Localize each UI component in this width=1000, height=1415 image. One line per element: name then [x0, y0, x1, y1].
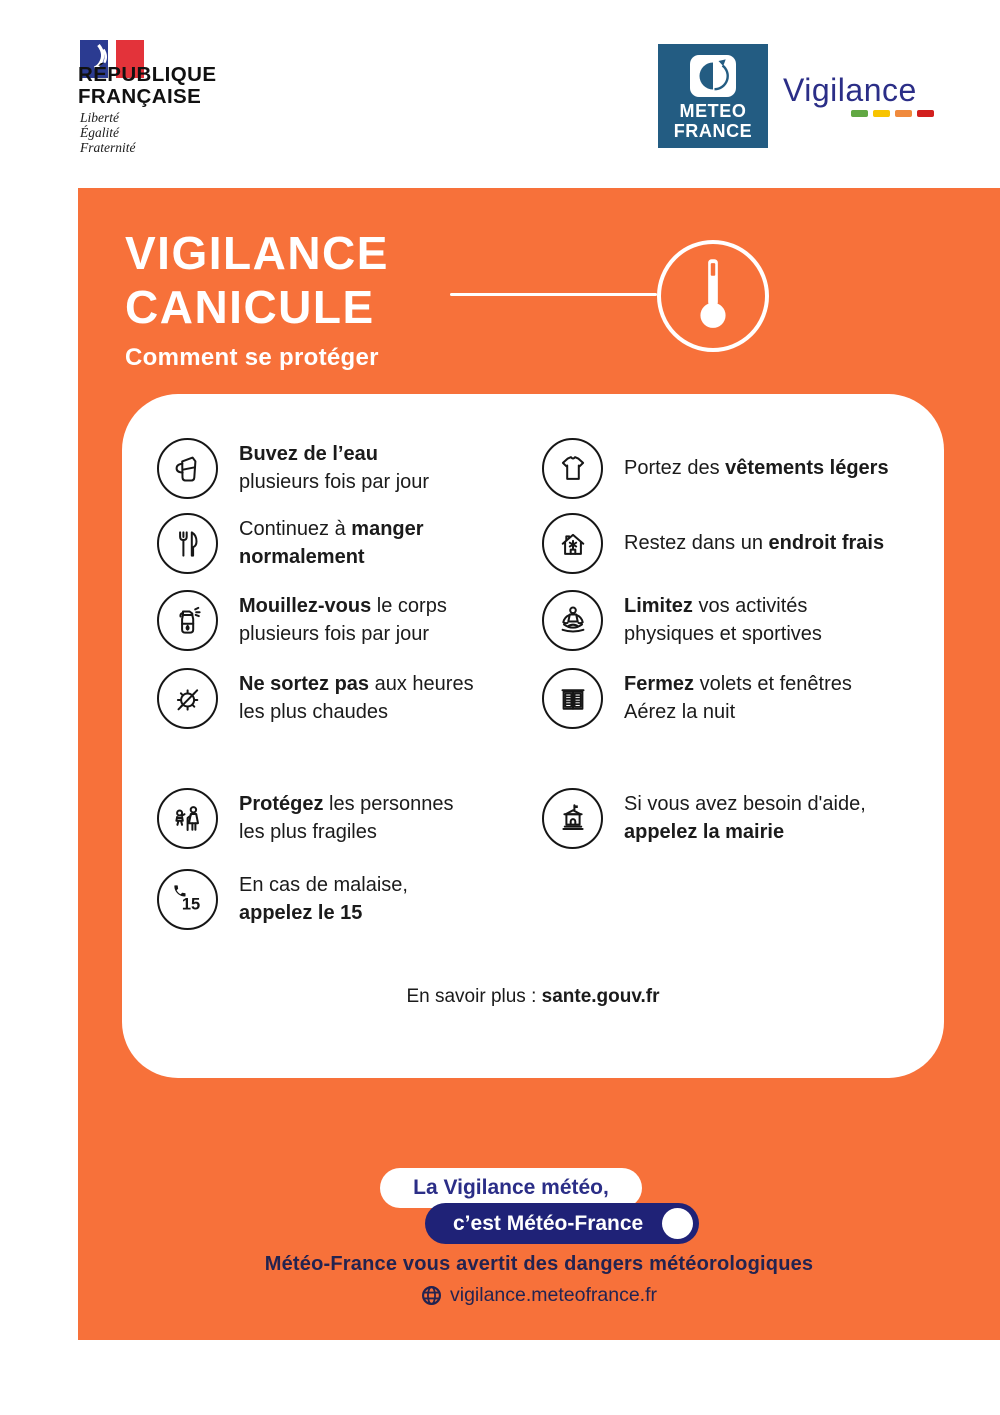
- phone-15-label: 15: [181, 895, 200, 913]
- more-info-prefix: En savoir plus :: [406, 986, 542, 1007]
- tip-text-part: Protégez: [239, 793, 324, 815]
- pitcher-icon: [157, 438, 218, 499]
- tip-text-part: vêtements légers: [725, 456, 889, 479]
- no-sun-icon: [157, 668, 218, 729]
- tip-text: [624, 530, 884, 558]
- more-info-site: sante.gouv.fr: [541, 986, 660, 1007]
- tip-text-part: vos activités: [692, 595, 808, 617]
- tip-text-part: plusieurs fois par jour: [239, 470, 430, 493]
- tip-text-part: volets et fenêtres: [694, 673, 852, 695]
- tip-text: [239, 593, 447, 648]
- tshirt-icon: [542, 438, 603, 499]
- tip-text-part: manger: [351, 518, 424, 540]
- tip-text-part: physiques et sportives: [624, 622, 822, 645]
- meteo-france-badge: [425, 1203, 699, 1244]
- poster-subtitle: Comment se protéger: [125, 344, 379, 371]
- tip-text-part: Buvez de l’eau: [239, 443, 378, 465]
- tip-appelez-mairie: [542, 788, 866, 849]
- tip-buvez-eau: [157, 438, 429, 499]
- tip-text-part: les personnes: [323, 793, 454, 815]
- tip-text-part: Restez dans un: [624, 531, 769, 554]
- tip-fermez-volets: [542, 668, 852, 729]
- tip-text-part: appelez la mairie: [624, 820, 785, 843]
- thermometer-badge: [657, 240, 769, 352]
- spray-icon: [157, 590, 218, 651]
- tip-appelez-15: [157, 869, 408, 930]
- republique-motto: Liberté Égalité Fraternité: [80, 110, 136, 155]
- thermometer-icon: [684, 253, 742, 339]
- badge-dot: [662, 1208, 693, 1239]
- footer-url-text: vigilance.meteofrance.fr: [449, 1284, 658, 1306]
- shutters-icon: [542, 668, 603, 729]
- tip-protegez-fragiles: [157, 788, 454, 849]
- tip-manger: [157, 513, 424, 574]
- tip-text: [239, 516, 424, 571]
- tip-text-part: En cas de malaise,: [239, 874, 408, 896]
- footer-url-row: [78, 1284, 1000, 1307]
- tip-text: [624, 593, 822, 648]
- vigilance-meteo-badge: [380, 1168, 642, 1208]
- tip-text-part: Mouillez-vous: [239, 595, 372, 617]
- tip-text: [239, 441, 429, 496]
- cutlery-icon: [157, 513, 218, 574]
- poster-title: VIGILANCE CANICULE: [125, 227, 389, 333]
- meteo-france-badge-label: c’est Météo-France: [453, 1211, 644, 1235]
- tip-endroit-frais: [542, 513, 884, 574]
- tip-text: [624, 455, 889, 483]
- vigilance-meteo-badge-label: La Vigilance météo,: [413, 1176, 609, 1199]
- tip-text-part: plusieurs fois par jour: [239, 622, 430, 645]
- title-connector-line: [450, 293, 657, 296]
- tip-text-part: appelez le 15: [239, 901, 363, 924]
- tip-text: [624, 791, 866, 846]
- tip-text: [239, 791, 454, 846]
- phone-15-icon: [157, 869, 218, 930]
- tip-text-part: endroit frais: [768, 531, 885, 554]
- footer-tagline: Météo-France vous avertit des dangers météorologiques: [264, 1253, 814, 1275]
- vigilance-wordmark: Vigilance: [783, 72, 917, 108]
- tip-mouillez: [157, 590, 447, 651]
- tip-text: [239, 671, 474, 726]
- tip-text-part: Fermez: [624, 673, 695, 695]
- tip-text-part: Continuez à: [239, 518, 352, 540]
- tip-text-part: normalement: [239, 545, 365, 568]
- tip-limitez-activites: [542, 590, 822, 651]
- tip-text-part: Si vous avez besoin d'aide,: [624, 793, 866, 815]
- tip-vetements-legers: [542, 438, 889, 499]
- tip-ne-sortez-pas: [157, 668, 474, 729]
- tip-text-part: les plus fragiles: [239, 820, 377, 843]
- tip-text: [624, 671, 852, 726]
- tip-text: [239, 872, 408, 927]
- vigilance-color-scale-icon: [851, 110, 935, 118]
- tip-text-part: Limitez: [624, 595, 693, 617]
- town-hall-icon: [542, 788, 603, 849]
- republique-francaise-wordmark: RÉPUBLIQUE FRANÇAISE: [78, 63, 217, 108]
- tip-text-part: le corps: [371, 595, 447, 617]
- meteo-france-emblem-icon: [689, 53, 737, 99]
- tips-card: [122, 394, 944, 1078]
- tip-text-part: Portez des: [624, 456, 726, 479]
- tip-text-part: Ne sortez pas: [239, 673, 370, 695]
- tip-text-part: aux heures: [369, 673, 474, 695]
- meditation-icon: [542, 590, 603, 651]
- tip-text-part: les plus chaudes: [239, 700, 388, 723]
- fragile-people-icon: [157, 788, 218, 849]
- more-info-line: [122, 986, 944, 1008]
- tip-text-part: Aérez la nuit: [624, 700, 736, 723]
- house-cool-icon: [542, 513, 603, 574]
- meteo-france-logo: [658, 44, 768, 148]
- globe-icon: [421, 1285, 442, 1306]
- meteo-france-logo-text: METEO FRANCE: [673, 101, 753, 141]
